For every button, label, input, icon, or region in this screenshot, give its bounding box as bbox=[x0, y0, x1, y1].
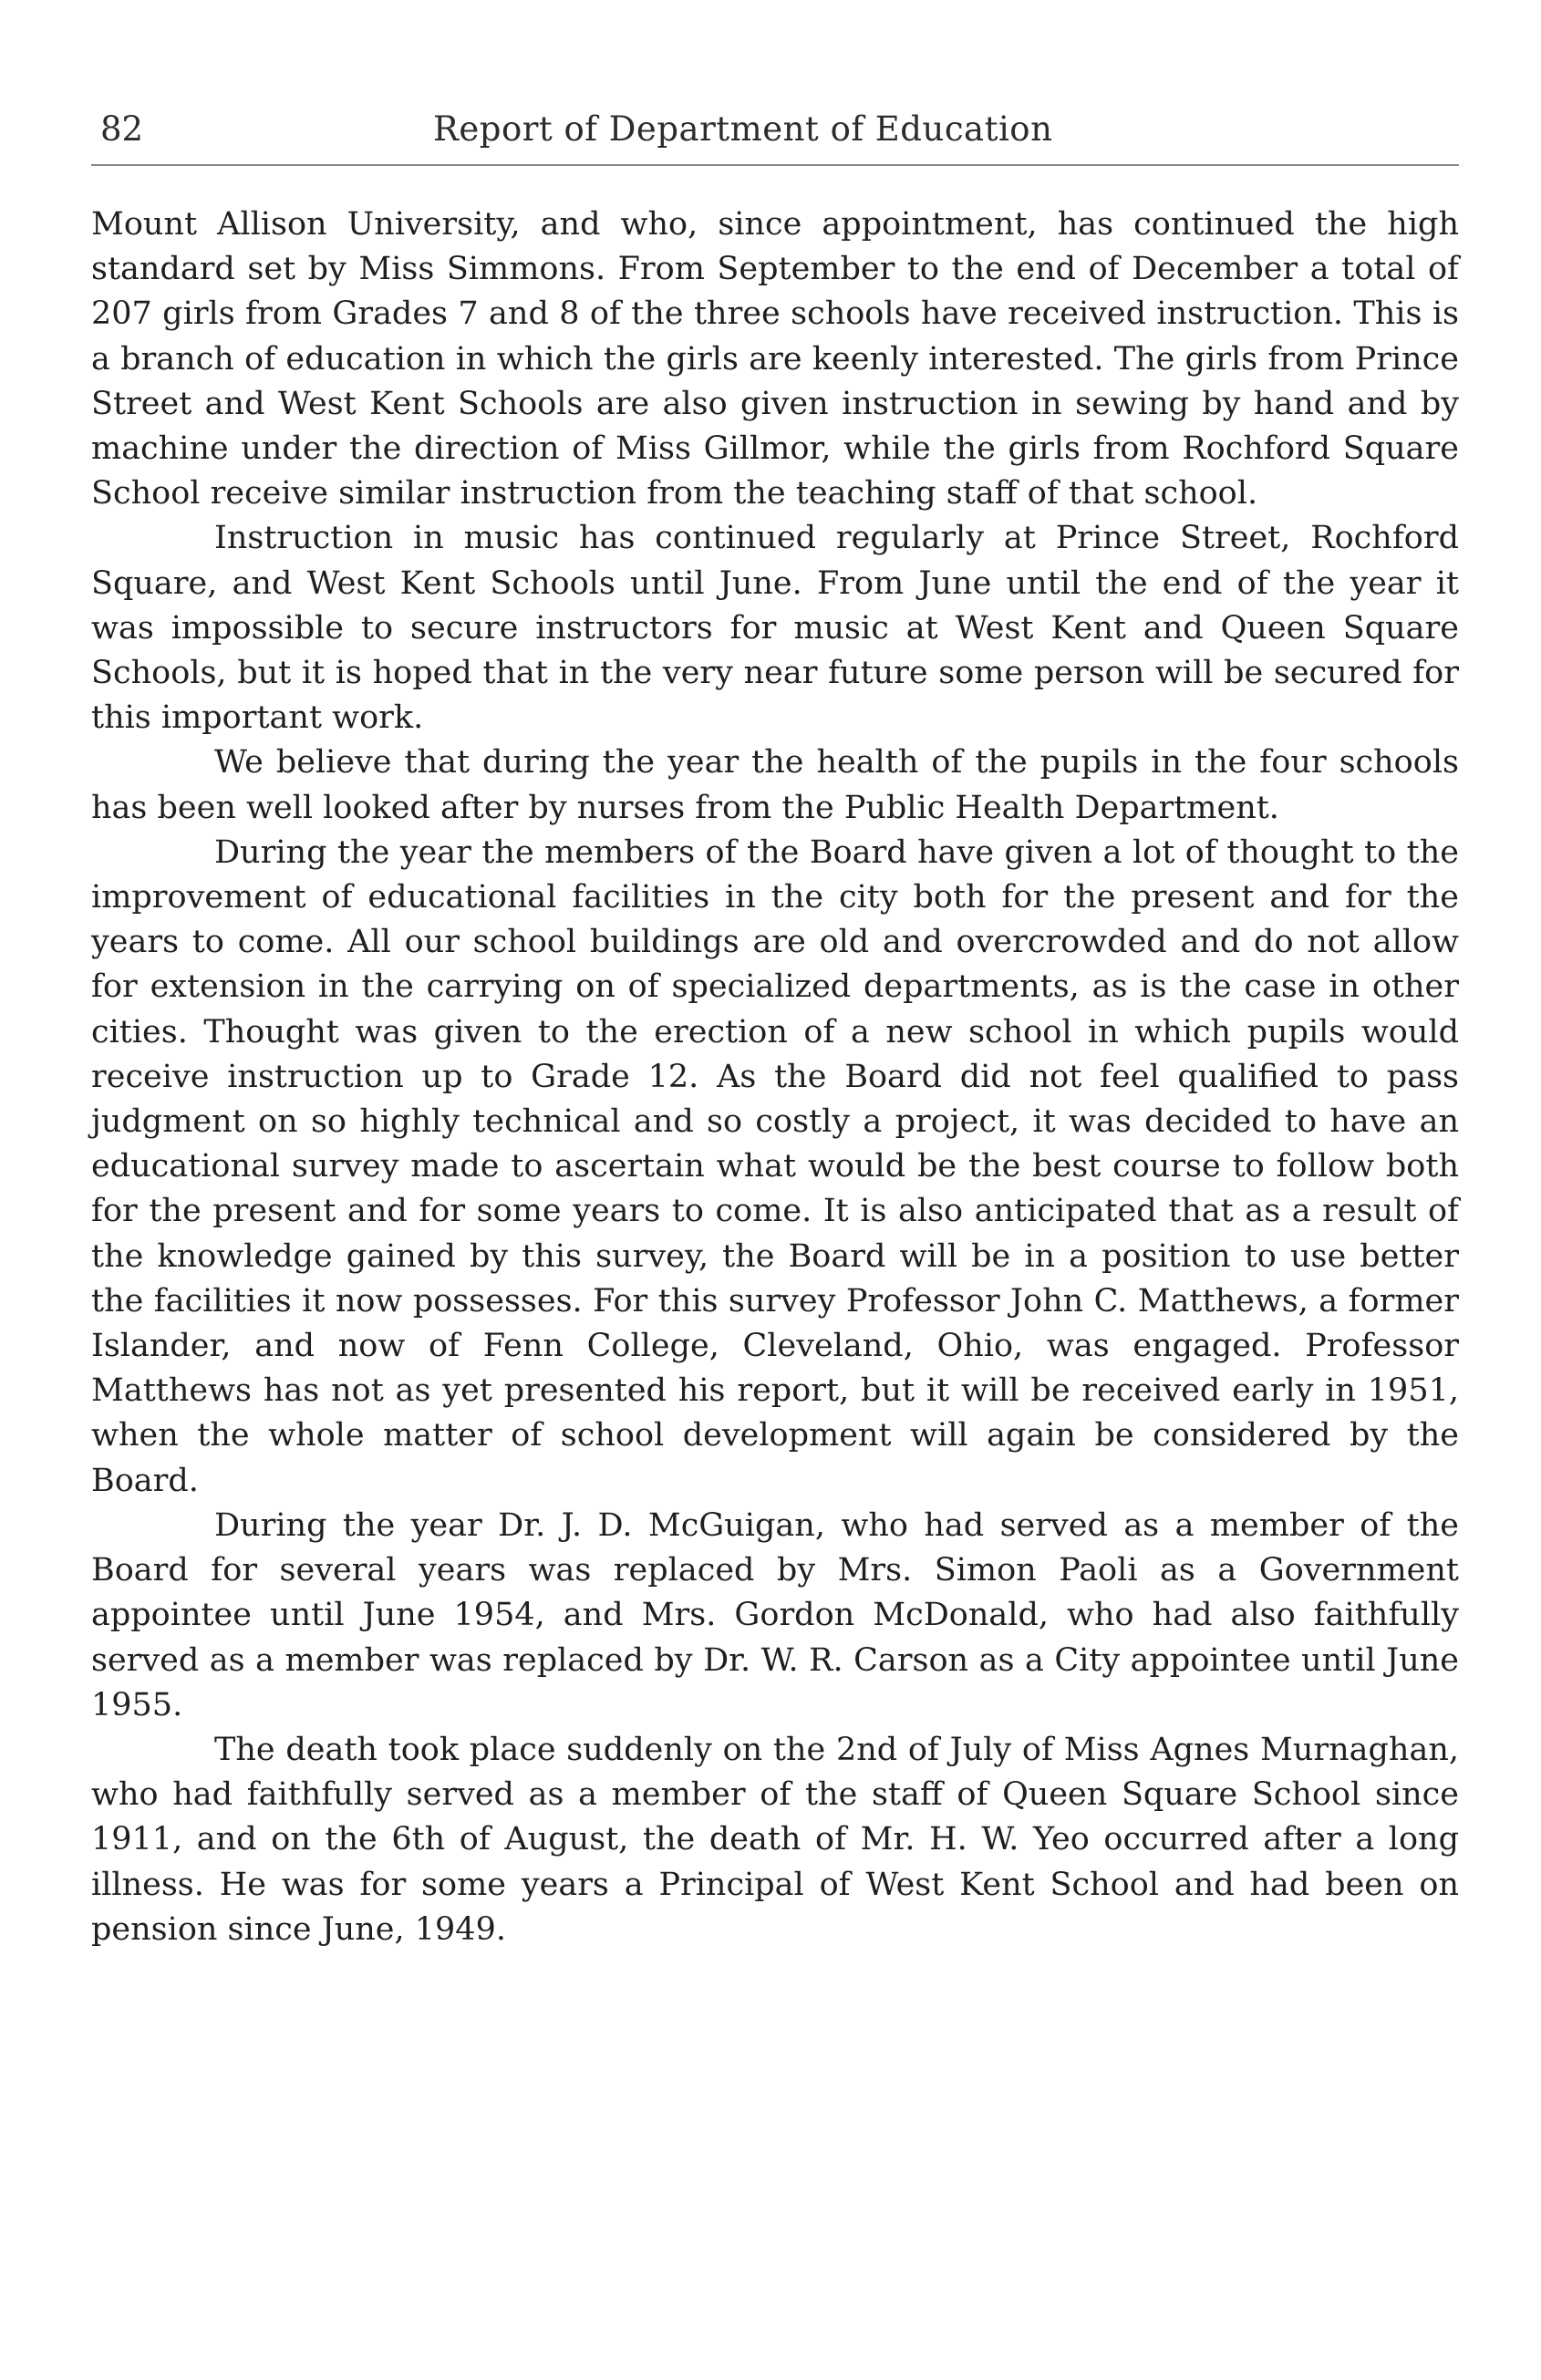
document-page bbox=[91, 109, 1459, 2316]
paragraph-deaths: The death took place suddenly on the 2nd of July of Miss Agnes Murnaghan, who had faithfully served as a member of the staff of Queen Square School since 1911, and on the 6th of August, the death of Mr. H. W. Yeo occurred after a long illness. He was for some years a Principal of West Kent School and had been on pension since June, 1949. bbox=[91, 1731, 1459, 1948]
paragraph-facilities-survey: During the year the members of the Board have given a lot of thought to the improvement of educational facilities in the city both for the present and for the years to come. All our school buildings are old and overcrowded and do not allow for extension in the carrying on of specialized departments, as is the case in other cities. Thought was given to the erection of a new school in which pupils would receive instruction up to Grade 12. As the Board did not feel qualified to pass judgment on so highly technical and so costly a project, it was decided to have an educational survey made to ascertain what would be the best course to follow both for the present and for some years to come. It is also anticipated that as a result of the knowledge gained by this survey, the Board will be in a position to use better the facilities it now possesses. For this survey Professor John C. Matthews, a former Islander, and now of Fenn College, Cleveland, Ohio, was engaged. Professor Matthews has not as yet presented his report, but it will be received early in 1951, when the whole matter of school development will again be considered by the Board. bbox=[91, 833, 1459, 1499]
running-head: Report of Department of Education bbox=[433, 109, 1053, 149]
paragraph-sewing-instruction: Mount Allison University, and who, since appointment, has continued the high standard set by Miss Simmons. From September to the end of December a total of 207 girls from Grades 7 and 8 of the three schools have received instruction. This is a branch of education in which the girls are keenly interested. The girls from Prince Street and West Kent Schools are also given instruction in sewing by hand and by machine under the direction of Miss Gillmor, while the girls from Rochford Square School receive similar instruction from the teaching staff of that school. bbox=[91, 206, 1459, 512]
body-text bbox=[91, 202, 1459, 1952]
page-number: 82 bbox=[100, 109, 144, 149]
page-header bbox=[91, 109, 1459, 155]
paragraph-health: We believe that during the year the health of the pupils in the four schools has been well looked after by nurses from the Public Health Department. bbox=[91, 744, 1459, 826]
paragraph-music-instruction: Instruction in music has continued regularly at Prince Street, Rochford Square, and West Kent Schools until June. From June until the end of the year it was impossible to secure instructors for music at West Kent and Queen Square Schools, but it is hoped that in the very near future some person will be secured for this important work. bbox=[91, 520, 1459, 737]
header-rule bbox=[91, 164, 1459, 166]
paragraph-board-members: During the year Dr. J. D. McGuigan, who had served as a member of the Board for several years was replaced by Mrs. Simon Paoli as a Government appointee until June 1954, and Mrs. Gordon McDonald, who had also faithfully served as a member was replaced by Dr. W. R. Carson as a City appointee until June 1955. bbox=[91, 1506, 1459, 1723]
